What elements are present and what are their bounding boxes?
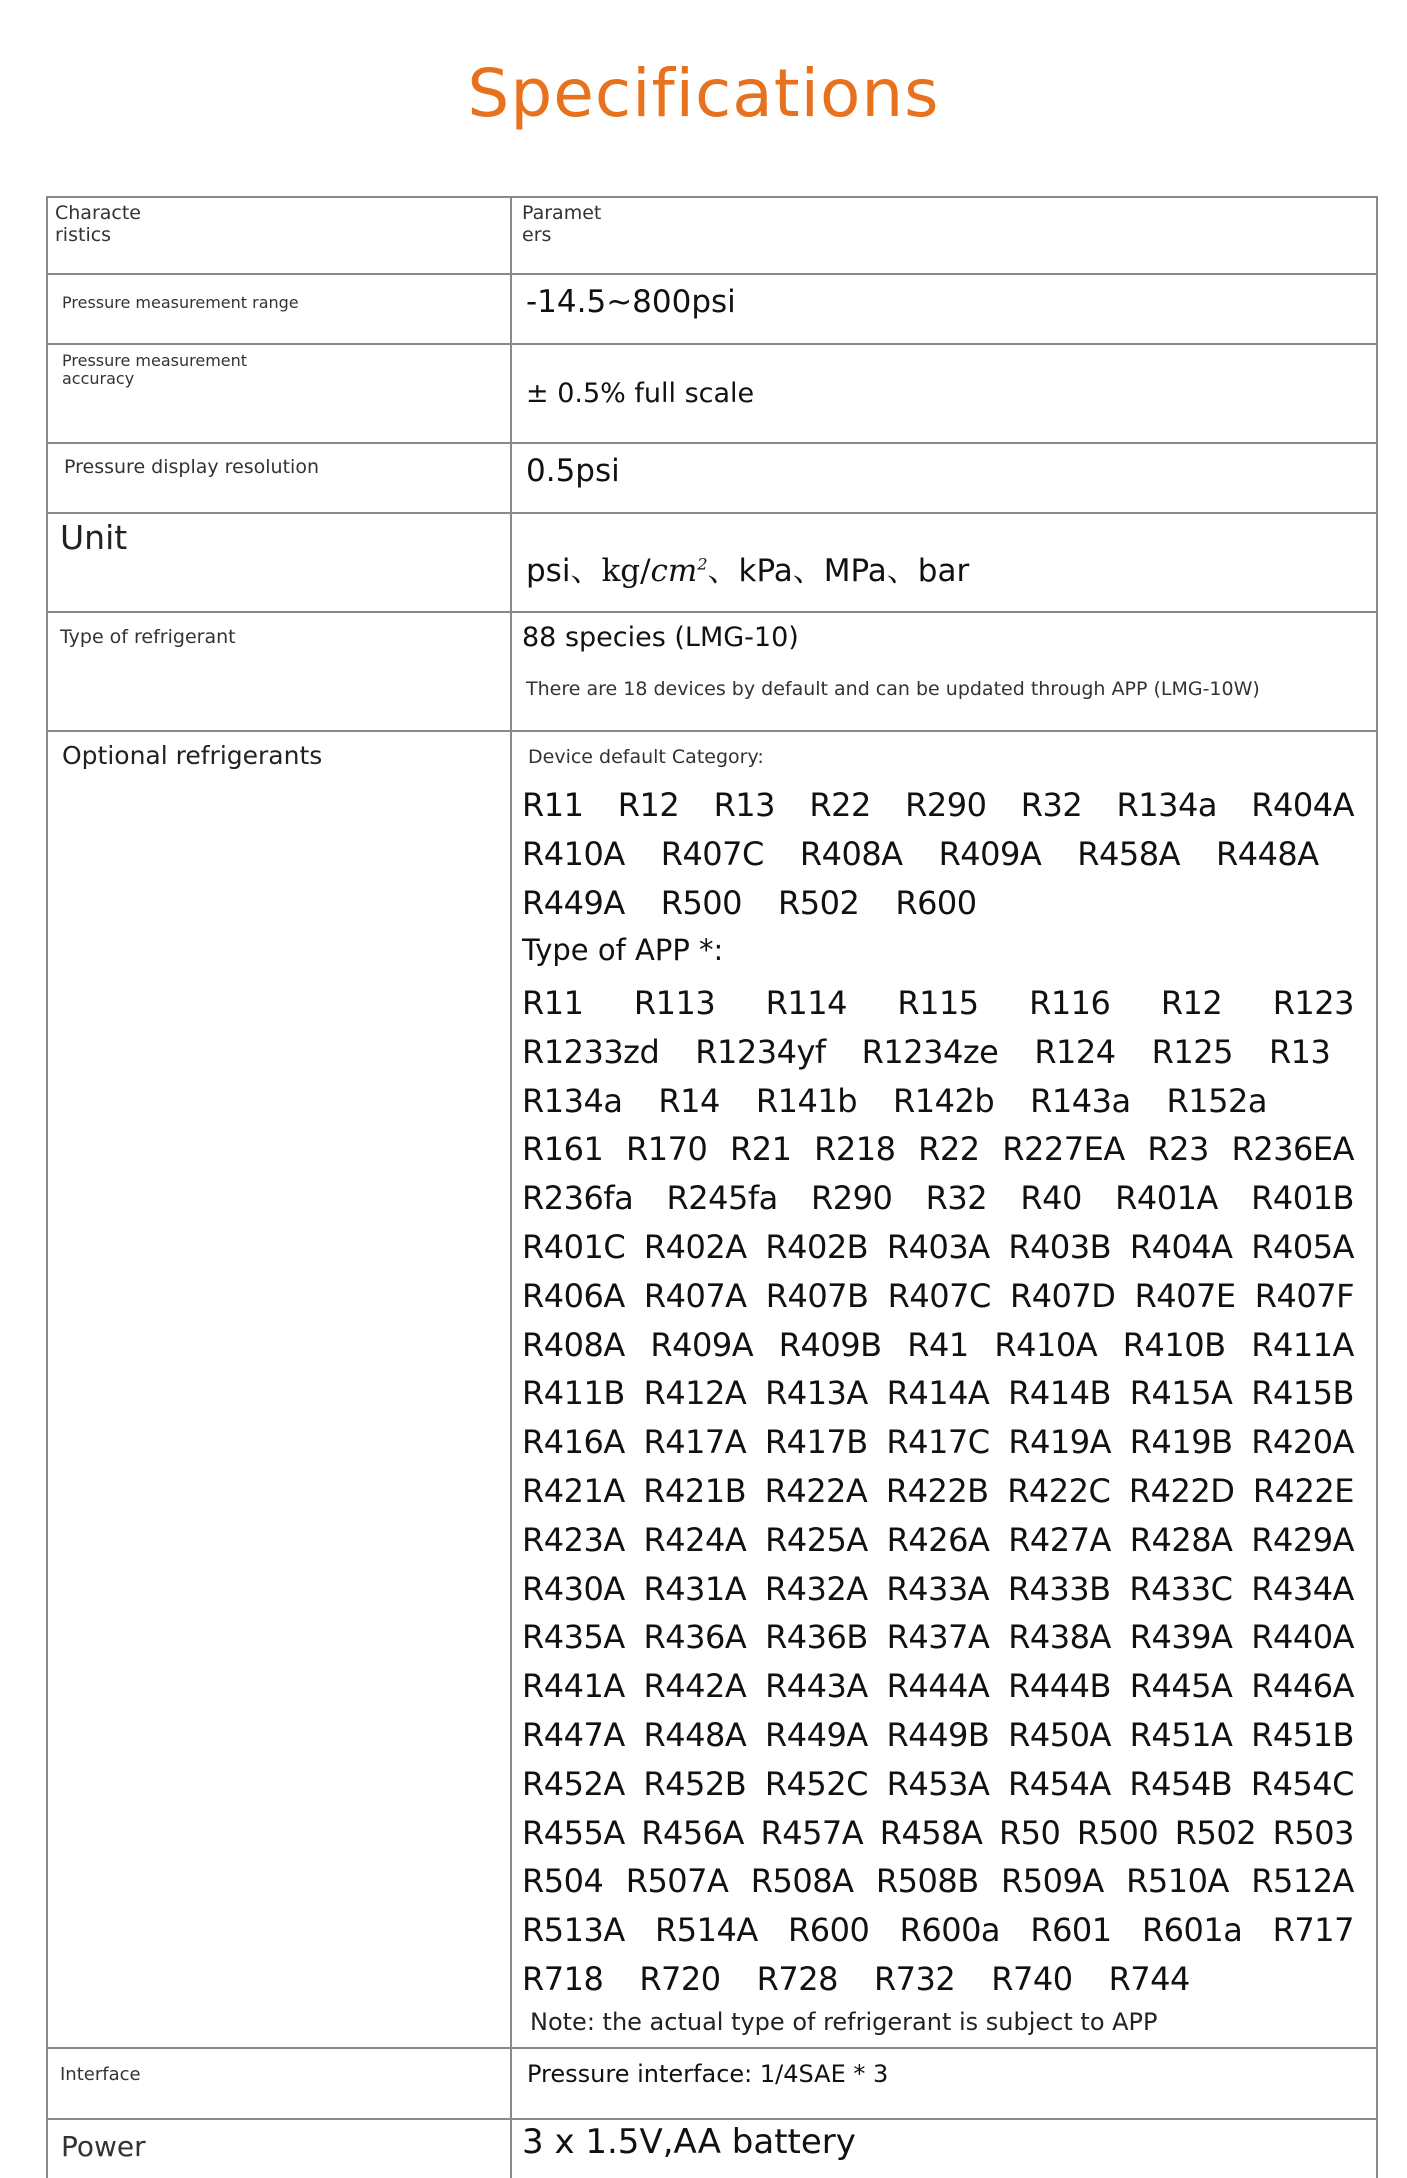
refrigerant-code: R449B (886, 1716, 990, 1754)
default-refrigerant-row (522, 835, 1354, 873)
refrigerant-code: R440A (1251, 1618, 1354, 1657)
refrigerant-code: R115 (897, 984, 979, 1022)
refrigerant-code: R601 (1030, 1911, 1112, 1950)
refrigerant-code: R417B (764, 1423, 868, 1462)
refrigerant-code: R442A (643, 1667, 747, 1706)
refrigerant-code: R452A (522, 1764, 625, 1803)
refrigerant-code: R290 (811, 1179, 893, 1218)
app-refrigerant-row (522, 1814, 1354, 1852)
refrigerant-code: R227EA (1002, 1130, 1125, 1169)
resolution-value: 0.5psi (526, 453, 620, 489)
refrigerant-code: R410A (994, 1325, 1098, 1364)
refrigerant-code: R22 (918, 1130, 980, 1169)
app-refrigerant-row (522, 1423, 1354, 1461)
refrigerant-code: R449A (765, 1716, 868, 1754)
refrigerant-code: R123 (1272, 984, 1354, 1022)
interface-label: Interface (60, 2064, 141, 2085)
refrigerant-code: R447A (522, 1716, 625, 1754)
refrigerant-code: R1234ze (861, 1032, 999, 1071)
refrigerant-code: R134a (1116, 786, 1217, 824)
refrigerant-code: R410B (1122, 1325, 1226, 1364)
refrigerant-code: R458A (1077, 835, 1180, 873)
optional-label: Optional refrigerants (62, 741, 323, 770)
refrigerant-code: R415A (1129, 1374, 1233, 1413)
unit-superscript: 2 (697, 554, 708, 574)
refrigerant-code: R514A (655, 1911, 758, 1950)
refrigerant-code: R428A (1129, 1520, 1233, 1559)
refrigerant-code: R412A (643, 1374, 747, 1413)
refrigerant-code: R141b (755, 1081, 857, 1120)
refrigerant-code: R403A (886, 1228, 990, 1266)
refrigerant-code: R13 (1268, 1032, 1331, 1071)
refrigerant-code: R420A (1251, 1423, 1354, 1462)
resolution-label: Pressure display resolution (64, 456, 319, 478)
accuracy-value: ± 0.5% full scale (526, 378, 755, 409)
refrigerant-code: R411A (1251, 1325, 1354, 1364)
refrigerant-code: R500 (1076, 1813, 1159, 1852)
refrigerant-code: R433B (1007, 1569, 1111, 1608)
app-refrigerant-row (522, 1570, 1354, 1608)
refrigerant-code: R411B (522, 1374, 625, 1413)
refrigerant-code: R424A (643, 1520, 747, 1559)
refrigerant-code: R512A (1251, 1862, 1354, 1901)
power-label: Power (61, 2130, 146, 2163)
refrigerant-code: R601a (1141, 1911, 1243, 1950)
refrigerant-code: R423A (522, 1520, 625, 1559)
refrigerant-code: R438A (1008, 1618, 1111, 1657)
app-refrigerant-row (522, 1228, 1354, 1266)
app-refrigerant-row (522, 1716, 1354, 1754)
unit-kg: kg (601, 553, 641, 589)
refrigerant-code: R12 (617, 786, 680, 824)
refrigerant-code: R414B (1008, 1374, 1111, 1413)
refrigerant-code: R504 (522, 1862, 604, 1901)
refrigerant-code: R441A (522, 1667, 625, 1706)
refrigerant-code: R1234yf (695, 1032, 826, 1071)
default-refrigerant-row (522, 884, 1354, 922)
refrigerant-code: R416A (522, 1423, 625, 1462)
refrigerant-code: R32 (1020, 786, 1083, 824)
refrigerant-code: R456A (641, 1813, 744, 1852)
refrigerant-code: R500 (660, 884, 743, 922)
refrigerant-code: R600 (895, 884, 977, 922)
refrigerant-code: R454B (1129, 1764, 1233, 1803)
refrigerant-code: R1233zd (522, 1032, 660, 1071)
row-divider (46, 730, 1378, 732)
refrigerant-code: R434A (1251, 1569, 1354, 1608)
refrigerant-code: R419B (1129, 1423, 1233, 1462)
app-refrigerant-row (522, 1374, 1354, 1412)
refrigerant-code: R728 (756, 1960, 838, 1998)
refrigerant-code: R125 (1151, 1032, 1233, 1071)
refrigerant-code: R426A (886, 1520, 990, 1559)
row-divider (46, 273, 1378, 275)
refrigerant-code: R407D (1009, 1276, 1116, 1315)
unit-cm: cm (650, 553, 698, 589)
refrigerant-code: R502 (1174, 1813, 1257, 1852)
refrigerant-code: R446A (1251, 1667, 1354, 1706)
refrigerant-code: R50 (998, 1813, 1061, 1852)
power-value: 3 x 1.5V,AA battery (522, 2122, 856, 2162)
refrigerant-code: R236fa (522, 1179, 634, 1218)
refrigerant-code: R433A (886, 1569, 990, 1608)
app-refrigerant-row (522, 1082, 1354, 1120)
refrigerant-note: Note: the actual type of refrigerant is subject to APP (530, 2008, 1158, 2036)
refrigerant-code: R409B (778, 1325, 882, 1364)
refrigerant-code: R401A (1115, 1179, 1218, 1218)
refrigerant-code: R402B (765, 1228, 869, 1266)
refrigerant-code: R113 (633, 984, 716, 1022)
refrigerant-code: R41 (907, 1325, 969, 1364)
refrigerant-code: R409A (650, 1325, 754, 1364)
refrigerant-code: R419A (1008, 1423, 1112, 1462)
refrigerant-code: R503 (1272, 1813, 1354, 1852)
app-refrigerant-row (522, 1960, 1354, 1998)
refrigerant-code: R453A (886, 1764, 990, 1803)
refrigerant-code: R152a (1166, 1081, 1267, 1120)
refrigerant-code: R134a (522, 1081, 623, 1120)
refrigerant-code: R452B (643, 1764, 747, 1803)
refrigerant-code: R290 (905, 786, 987, 824)
refrigerant-code: R421A (522, 1472, 625, 1510)
refrigerant-code: R415B (1251, 1374, 1354, 1413)
refrigerant-code: R404A (1129, 1228, 1233, 1266)
app-refrigerant-row (522, 1765, 1354, 1803)
app-refrigerant-row (522, 1472, 1354, 1510)
row-divider (46, 442, 1378, 444)
refrigerant-code: R448A (1215, 835, 1319, 873)
refrigerant-code: R437A (886, 1618, 990, 1657)
refrigerant-code: R422B (885, 1472, 989, 1510)
app-refrigerant-row (522, 1130, 1354, 1168)
refrigerant-code: R458A (879, 1813, 983, 1852)
table-border-top (46, 196, 1378, 198)
refrigerant-code: R425A (765, 1520, 868, 1559)
refrigerant-code: R443A (765, 1667, 868, 1706)
type-label: Type of refrigerant (60, 626, 236, 648)
range-label: Pressure measurement range (62, 293, 299, 312)
unit-label: Unit (60, 518, 128, 557)
type-value: 88 species (LMG-10) (522, 622, 799, 653)
refrigerant-code: R404A (1251, 786, 1354, 824)
app-refrigerant-row (522, 1667, 1354, 1705)
refrigerant-code: R718 (522, 1960, 604, 1998)
refrigerant-code: R32 (925, 1179, 988, 1218)
app-refrigerant-row (522, 1862, 1354, 1900)
refrigerant-code: R142b (893, 1081, 995, 1120)
refrigerant-code: R720 (639, 1960, 721, 1998)
header-parameters: Paramet ers (522, 202, 602, 246)
app-refrigerant-row (522, 1277, 1354, 1315)
refrigerant-code: R439A (1129, 1618, 1233, 1657)
refrigerant-code: R417A (643, 1423, 747, 1462)
refrigerant-code: R143a (1030, 1081, 1131, 1120)
refrigerant-code: R451A (1129, 1716, 1233, 1754)
row-divider (46, 611, 1378, 613)
refrigerant-code: R435A (522, 1618, 625, 1657)
unit-psi: psi、 (526, 553, 602, 589)
page-title: Specifications (467, 55, 940, 132)
refrigerant-code: R408A (522, 1325, 625, 1364)
default-refrigerant-row (522, 786, 1354, 824)
app-refrigerant-row (522, 1521, 1354, 1559)
refrigerant-code: R449A (522, 884, 625, 922)
refrigerant-code: R407C (887, 1276, 991, 1315)
refrigerant-code: R502 (778, 884, 860, 922)
refrigerant-code: R454A (1008, 1764, 1111, 1803)
refrigerant-code: R600a (899, 1911, 1001, 1950)
refrigerant-code: R452C (764, 1764, 868, 1803)
row-divider (46, 343, 1378, 345)
range-value: -14.5~800psi (526, 284, 736, 320)
refrigerant-code: R161 (522, 1130, 604, 1169)
app-refrigerant-row (522, 1911, 1354, 1949)
refrigerant-code: R455A (522, 1813, 625, 1852)
refrigerant-code: R444A (886, 1667, 990, 1706)
refrigerant-code: R170 (626, 1130, 708, 1169)
refrigerant-code: R12 (1160, 984, 1223, 1022)
refrigerant-code: R407A (643, 1276, 747, 1315)
refrigerant-code: R13 (713, 786, 776, 824)
refrigerant-code: R422E (1252, 1472, 1354, 1510)
refrigerant-code: R21 (730, 1130, 792, 1169)
column-divider (510, 196, 512, 2178)
refrigerant-code: R421B (643, 1472, 747, 1510)
refrigerant-code: R444B (1008, 1667, 1111, 1706)
refrigerant-code: R507A (625, 1862, 729, 1901)
refrigerant-code: R717 (1272, 1911, 1354, 1950)
refrigerant-code: R407C (660, 835, 764, 873)
refrigerant-code: R408A (799, 835, 903, 873)
refrigerant-code: R457A (760, 1813, 864, 1852)
refrigerant-code: R407F (1254, 1276, 1354, 1315)
header-characteristics: Characte ristics (55, 202, 141, 246)
refrigerant-code: R417C (886, 1423, 990, 1462)
refrigerant-code: R11 (522, 786, 584, 824)
refrigerant-code: R436B (765, 1618, 868, 1657)
refrigerant-code: R407B (765, 1276, 869, 1315)
refrigerant-code: R600 (788, 1911, 870, 1950)
table-border-left (46, 196, 48, 2178)
refrigerant-code: R40 (1020, 1179, 1082, 1218)
refrigerant-code: R11 (522, 984, 584, 1022)
refrigerant-code: R429A (1251, 1520, 1354, 1559)
refrigerant-code: R403B (1008, 1228, 1112, 1266)
app-category-title: Type of APP *: (522, 933, 724, 967)
row-divider (46, 2118, 1378, 2120)
refrigerant-code: R124 (1034, 1032, 1116, 1071)
refrigerant-code: R431A (643, 1569, 747, 1608)
refrigerant-code: R22 (809, 786, 871, 824)
refrigerant-code: R740 (991, 1960, 1073, 1998)
interface-value: Pressure interface: 1/4SAE * 3 (527, 2060, 889, 2088)
refrigerant-code: R422D (1128, 1472, 1235, 1510)
refrigerant-code: R744 (1108, 1960, 1190, 1998)
refrigerant-code: R245fa (666, 1179, 778, 1218)
refrigerant-code: R14 (658, 1081, 720, 1120)
refrigerant-code: R508A (750, 1862, 854, 1901)
default-category-title: Device default Category: (528, 746, 764, 768)
row-divider (46, 2047, 1378, 2049)
refrigerant-code: R218 (814, 1130, 896, 1169)
refrigerant-code: R450A (1008, 1716, 1111, 1754)
refrigerant-code: R448A (643, 1716, 747, 1754)
app-refrigerant-row (522, 984, 1354, 1022)
refrigerant-code: R414A (886, 1374, 990, 1413)
refrigerant-code: R433C (1129, 1569, 1233, 1608)
refrigerant-code: R508B (875, 1862, 979, 1901)
refrigerant-code: R401C (522, 1228, 626, 1266)
refrigerant-code: R405A (1251, 1228, 1354, 1266)
refrigerant-code: R451B (1251, 1716, 1354, 1754)
type-note: There are 18 devices by default and can be updated through APP (LMG-10W) (526, 678, 1260, 700)
refrigerant-code: R430A (522, 1569, 625, 1608)
refrigerant-code: R510A (1126, 1862, 1229, 1901)
refrigerant-code: R114 (765, 984, 847, 1022)
refrigerant-code: R436A (643, 1618, 747, 1657)
refrigerant-code: R23 (1147, 1130, 1209, 1169)
refrigerant-code: R422C (1007, 1472, 1111, 1510)
refrigerant-code: R445A (1129, 1667, 1233, 1706)
refrigerant-code: R407E (1134, 1276, 1236, 1315)
refrigerant-code: R422A (764, 1472, 868, 1510)
refrigerant-code: R454C (1250, 1764, 1354, 1803)
refrigerant-code: R402A (643, 1228, 747, 1266)
refrigerant-code: R427A (1008, 1520, 1111, 1559)
refrigerant-code: R409A (938, 835, 1042, 873)
refrigerant-code: R509A (1001, 1862, 1104, 1901)
app-refrigerant-row (522, 1326, 1354, 1364)
unit-rest: 、kPa、MPa、bar (707, 553, 970, 589)
app-refrigerant-row (522, 1618, 1354, 1656)
refrigerant-code: R116 (1029, 984, 1111, 1022)
refrigerant-code: R513A (522, 1911, 625, 1950)
app-refrigerant-row (522, 1179, 1354, 1217)
app-refrigerant-row (522, 1033, 1354, 1071)
table-border-right (1376, 196, 1378, 2178)
refrigerant-code: R732 (873, 1960, 956, 1998)
refrigerant-code: R401B (1251, 1179, 1354, 1218)
refrigerant-code: R406A (522, 1276, 625, 1315)
refrigerant-code: R413A (765, 1374, 868, 1413)
row-divider (46, 512, 1378, 514)
accuracy-label: Pressure measurement accuracy (62, 351, 248, 388)
refrigerant-code: R410A (522, 835, 625, 873)
refrigerant-code: R432A (764, 1569, 868, 1608)
unit-value: psi、$kg/cm^2$、kPa、MPa、bar (526, 553, 970, 589)
refrigerant-code: R236EA (1231, 1130, 1354, 1169)
